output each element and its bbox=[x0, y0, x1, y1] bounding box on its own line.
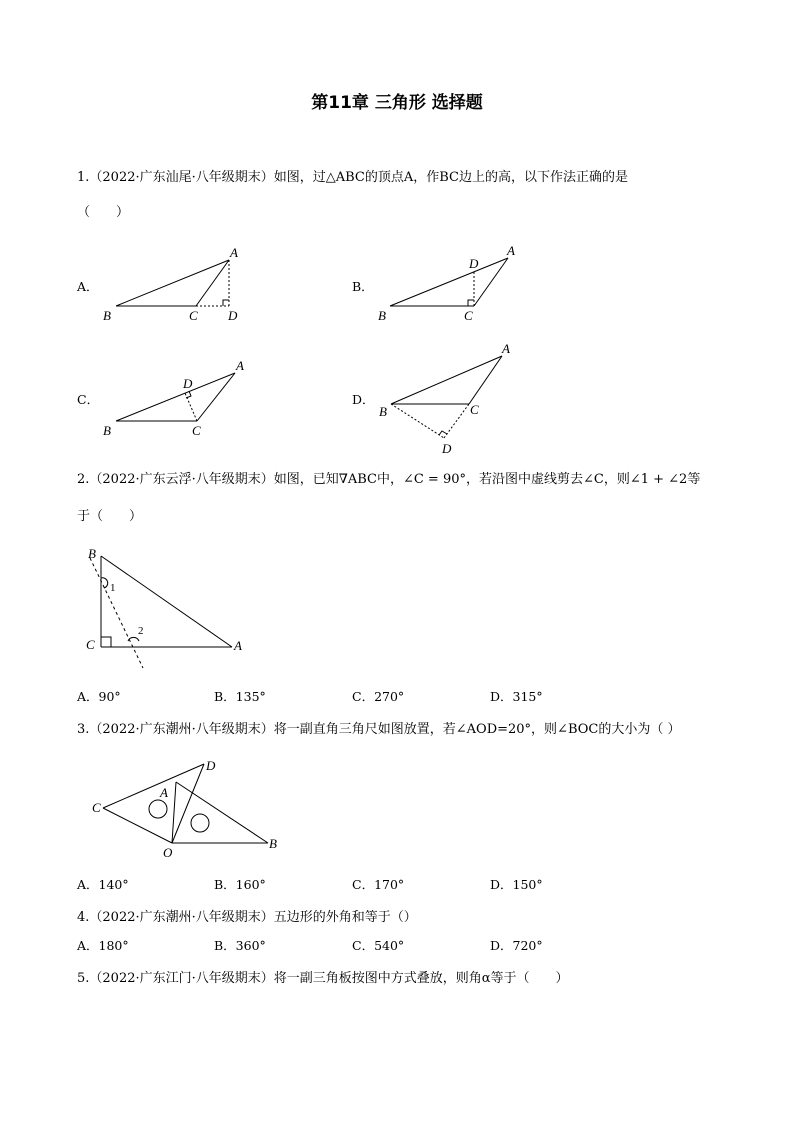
q3-label-o: O bbox=[163, 845, 173, 860]
q1c-label-b: B bbox=[103, 423, 111, 438]
question-4-option-a[interactable]: A．180° bbox=[77, 938, 129, 953]
q3-label-a: A bbox=[160, 785, 168, 800]
question-5-stem: 5.（2022·广东江门·八年级期末）将一副三角板按图中方式叠放，则角α等于（ ） bbox=[77, 971, 569, 986]
q1b-label-a: A bbox=[507, 243, 515, 258]
question-3-option-d[interactable]: D．150° bbox=[490, 877, 543, 892]
question-2-option-c[interactable]: C．270° bbox=[352, 689, 405, 704]
q1c-label-a: A bbox=[236, 358, 244, 373]
question-3-stem: 3.（2022·广东潮州·八年级期末）将一副直角三角尺如图放置，若∠AOD=20°，则∠BOC的大小为（ ） bbox=[77, 722, 681, 737]
q1a-label-d: D bbox=[228, 308, 238, 323]
question-4-stem: 4.（2022·广东潮州·八年级期末）五边形的外角和等于（） bbox=[77, 910, 417, 925]
q3-label-d: D bbox=[206, 758, 216, 773]
question-1-option-b[interactable]: B． bbox=[352, 279, 374, 294]
q1a-label-c: C bbox=[189, 308, 198, 323]
question-1-option-d[interactable]: D． bbox=[352, 392, 375, 407]
q1b-label-d: D bbox=[469, 256, 479, 271]
q3-label-c: C bbox=[92, 800, 101, 815]
question-2-option-d[interactable]: D．315° bbox=[490, 689, 543, 704]
question-2-stem: 2.（2022·广东云浮·八年级期末）如图，已知∇ABC中，∠C = 90°，若沿图中虚线剪去∠C，则∠1 + ∠2等 bbox=[77, 472, 701, 487]
question-2-stem-bracket: 于（ ） bbox=[77, 509, 143, 524]
q1a-label-b: B bbox=[103, 308, 111, 323]
question-4-option-b[interactable]: B．360° bbox=[214, 938, 266, 953]
q1d-label-c: C bbox=[470, 402, 479, 417]
q1d-label-d: D bbox=[442, 441, 452, 456]
q1b-label-c: C bbox=[464, 308, 473, 323]
question-2-option-a[interactable]: A．90° bbox=[77, 689, 121, 704]
q1d-label-a: A bbox=[502, 341, 510, 356]
q3-label-b: B bbox=[269, 836, 277, 851]
q2-label-2: 2 bbox=[138, 625, 144, 637]
q2-label-a: A bbox=[234, 638, 242, 653]
question-3-option-c[interactable]: C．170° bbox=[352, 877, 405, 892]
q1b-label-b: B bbox=[378, 308, 386, 323]
q1a-label-a: A bbox=[230, 245, 238, 260]
q1c-label-c: C bbox=[192, 423, 201, 438]
question-3-option-b[interactable]: B．160° bbox=[214, 877, 266, 892]
question-2-option-b[interactable]: B．135° bbox=[214, 689, 266, 704]
q1d-label-b: B bbox=[379, 404, 387, 419]
page-title: 第11章 三角形 选择题 bbox=[311, 93, 483, 113]
q2-label-1: 1 bbox=[110, 582, 116, 594]
q1c-label-d: D bbox=[183, 376, 193, 391]
q2-label-c: C bbox=[86, 637, 95, 652]
question-3-option-a[interactable]: A．140° bbox=[77, 877, 129, 892]
question-1-stem-bracket: （ ） bbox=[77, 205, 130, 220]
question-1-option-c[interactable]: C． bbox=[77, 392, 100, 407]
q2-label-b: B bbox=[88, 546, 96, 561]
question-4-option-d[interactable]: D．720° bbox=[490, 938, 543, 953]
question-4-option-c[interactable]: C．540° bbox=[352, 938, 405, 953]
question-1-stem: 1.（2022·广东汕尾·八年级期末）如图，过△ABC的顶点A，作BC边上的高，以下作法正确的是 bbox=[77, 170, 629, 185]
question-1-option-a[interactable]: A． bbox=[77, 279, 99, 294]
